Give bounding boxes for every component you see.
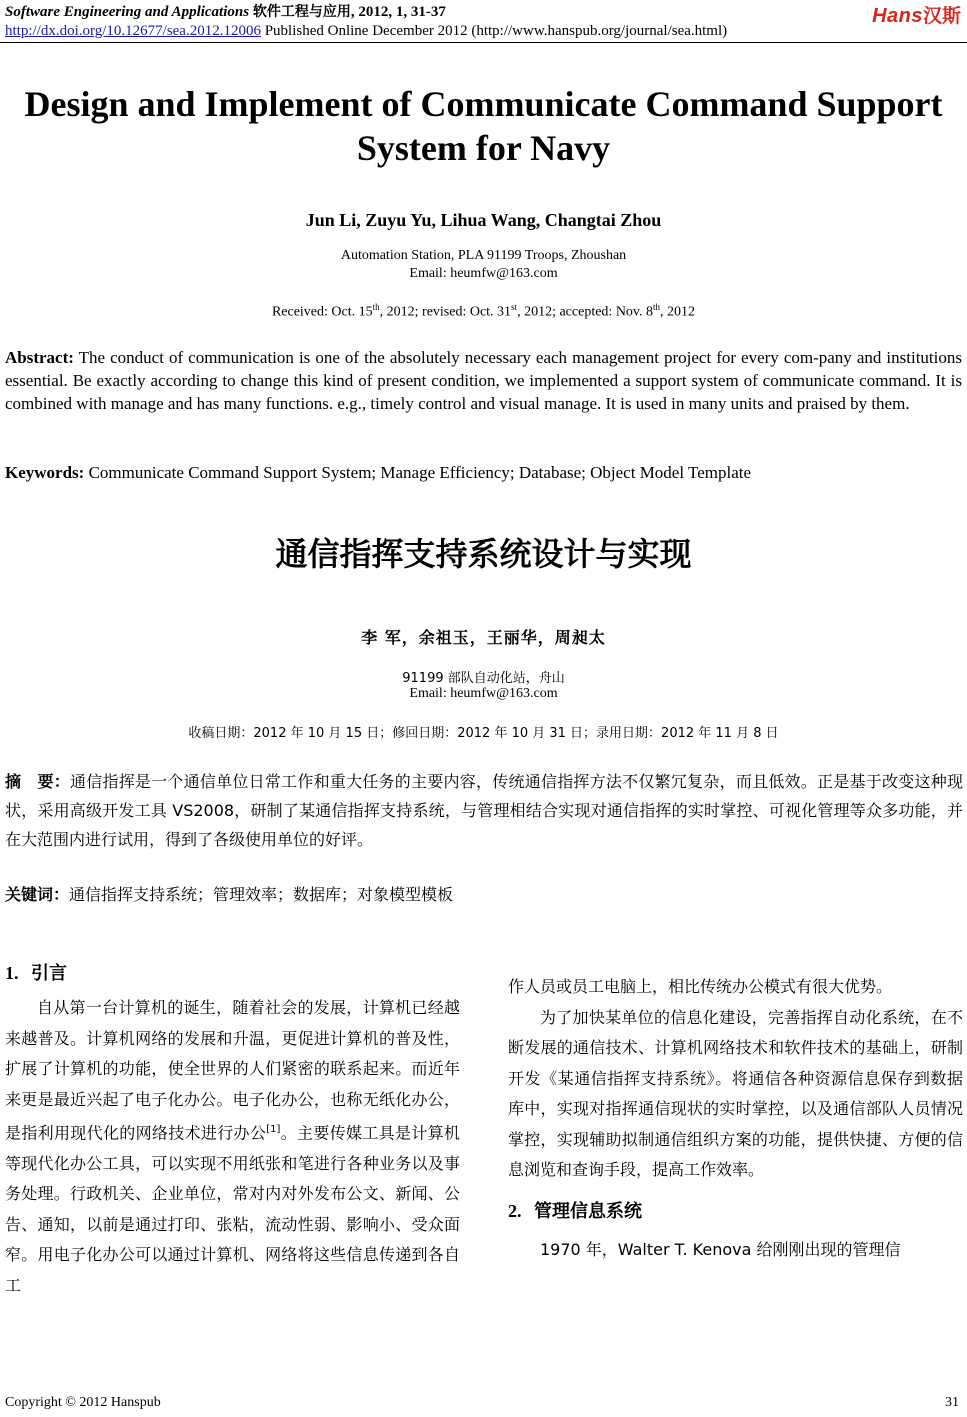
submission-dates xyxy=(0,302,967,321)
accepted-year: , 2012 xyxy=(660,304,696,320)
copyright-footer: Copyright © 2012 Hanspub xyxy=(5,1395,161,1410)
section-number: 2. xyxy=(508,1200,522,1221)
accepted-sup: th xyxy=(653,302,661,312)
author-list-zh: 李 军，余祖玉，王丽华，周昶太 xyxy=(361,628,606,647)
section-title: 引言 xyxy=(31,963,68,984)
publication-line xyxy=(5,23,727,40)
abstract-label-zh: 摘 要： xyxy=(5,772,70,791)
affiliation: Automation Station, PLA 91199 Troops, Zhoushan xyxy=(340,248,627,263)
accepted-date: , 2012; accepted: Nov. 8 xyxy=(517,304,654,320)
paragraph: 1970 年，Walter T. Kenova 给刚刚出现的管理信 xyxy=(540,1239,901,1259)
revised-sup: st xyxy=(511,302,518,312)
keywords-label-zh: 关键词： xyxy=(5,885,70,904)
journal-volume: , 2012, 1, 31-37 xyxy=(350,4,446,20)
abstract-en xyxy=(5,346,962,415)
paragraph xyxy=(5,993,460,1301)
journal-header xyxy=(5,4,446,21)
revised-date: , 2012; revised: Oct. 31 xyxy=(379,304,512,320)
page-number: 31 xyxy=(945,1395,959,1410)
abstract-text-zh: 通信指挥是一个通信单位日常工作和重大任务的主要内容，传统通信指挥方法不仅繁冗复杂，而且低效。正是基于改变这种现状，采用高级开发工具 VS2008，研制了某通信指挥支持系统，与管理相结合实现对通信指挥的实时掌控、可视化管理等众多功能，并在大范围内进行试用，得到了各级使用单位的好评。 xyxy=(5,772,963,849)
abstract-text: The conduct of communication is one of the absolutely necessary each management project for every com-pany and institutions essential. Be exactly according to change this kind of present condition, we implemented a support system of communicate command. It is combined with manage and has many functions. e.g., timely control and visual manage. It is used in many units and praised by them. xyxy=(5,348,962,413)
paper-title-zh: 通信指挥支持系统设计与实现 xyxy=(275,535,692,573)
doi-link[interactable]: http://dx.doi.org/10.12677/sea.2012.12006 xyxy=(5,23,261,39)
section-number: 1. xyxy=(5,963,19,983)
abstract-label: Abstract: xyxy=(5,348,74,367)
title-line-2: System for Navy xyxy=(356,128,611,168)
header-divider xyxy=(0,42,967,43)
abstract-zh xyxy=(5,767,963,854)
keywords-zh xyxy=(5,882,963,908)
submission-dates-zh: 收稿日期：2012 年 10 月 15 日；修回日期：2012 年 10 月 31 日；录用日期：2012 年 11 月 8 日 xyxy=(188,726,779,741)
published-note: Published Online December 2012 (http://www.hanspub.org/journal/sea.html) xyxy=(264,23,728,39)
keywords-label: Keywords: xyxy=(5,463,85,482)
paragraph-text: 。主要传媒工具是计算机等现代化办公工具，可以实现不用纸张和笔进行各种业务以及事务处理。行政机关、企业单位，常对内对外发布公文、新闻、公告、通知，以前是通过打印、张粘，流动性弱、影响小、受众面窄。用电子化办公可以通过计算机、网络将这些信息传递到各自工 xyxy=(5,1123,460,1295)
journal-name-en: Software Engineering and Applications xyxy=(5,4,250,20)
affiliation-zh: 91199 部队自动化站，舟山 xyxy=(402,671,565,686)
author-email-zh: Email: heumfw@163.com xyxy=(409,686,558,701)
received-date: Received: Oct. 15 xyxy=(271,304,373,320)
body-column-left xyxy=(5,956,460,1301)
paragraph-continued: 作人员或员工电脑上，相比传统办公模式有很大优势。 xyxy=(508,977,893,996)
section-heading-2 xyxy=(508,1194,963,1229)
author-email: Email: heumfw@163.com xyxy=(409,266,558,281)
logo-text-en: Hans xyxy=(872,5,923,27)
keywords-text-zh: 通信指挥支持系统；管理效率；数据库；对象模型模板 xyxy=(69,885,454,904)
keywords-text: Communicate Command Support System; Manage Efficiency; Database; Object Model Template xyxy=(84,463,752,482)
received-sup: th xyxy=(372,302,380,312)
paragraph-text: 自从第一台计算机的诞生，随着社会的发展，计算机已经越来越普及。计算机网络的发展和升温，更促进计算机的普及性，扩展了计算机的功能，使全世界的人们紧密的联系起来。而近年来更是最近兴起了电子化办公。电子化办公，也称无纸化办公，是指利用现代化的网络技术进行办公 xyxy=(5,998,460,1143)
publisher-logo xyxy=(872,1,961,28)
section-heading-1 xyxy=(5,956,460,991)
author-list: Jun Li, Zuyu Yu, Lihua Wang, Changtai Zhou xyxy=(305,210,662,230)
journal-name-zh: 软件工程与应用 xyxy=(252,4,351,20)
body-column-right xyxy=(508,972,963,1265)
citation-ref[interactable]: [1] xyxy=(266,1124,281,1135)
keywords-en xyxy=(5,461,962,484)
title-line-1: Design and Implement of Communicate Command Support xyxy=(24,84,943,124)
logo-text-zh: 汉斯 xyxy=(922,5,961,27)
paper-title xyxy=(0,82,967,170)
section-title: 管理信息系统 xyxy=(534,1200,643,1222)
paragraph: 为了加快某单位的信息化建设，完善指挥自动化系统，在不断发展的通信技术、计算机网络技术和软件技术的基础上，研制开发《某通信指挥支持系统》。将通信各种资源信息保存到数据库中，实现对指挥通信现状的实时掌控，以及通信部队人员情况掌控，实现辅助拟制通信组织方案的功能，提供快捷、方便的信息浏览和查询手段，提高工作效率。 xyxy=(508,1007,963,1179)
